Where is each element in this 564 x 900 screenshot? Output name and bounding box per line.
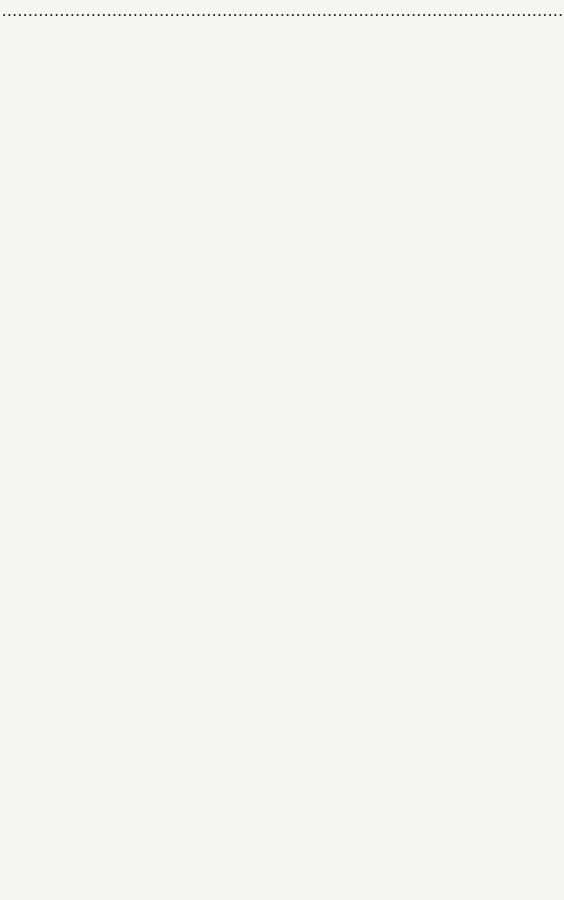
foreword-entry — [0, 0, 564, 22]
dot-leader — [2, 0, 562, 22]
